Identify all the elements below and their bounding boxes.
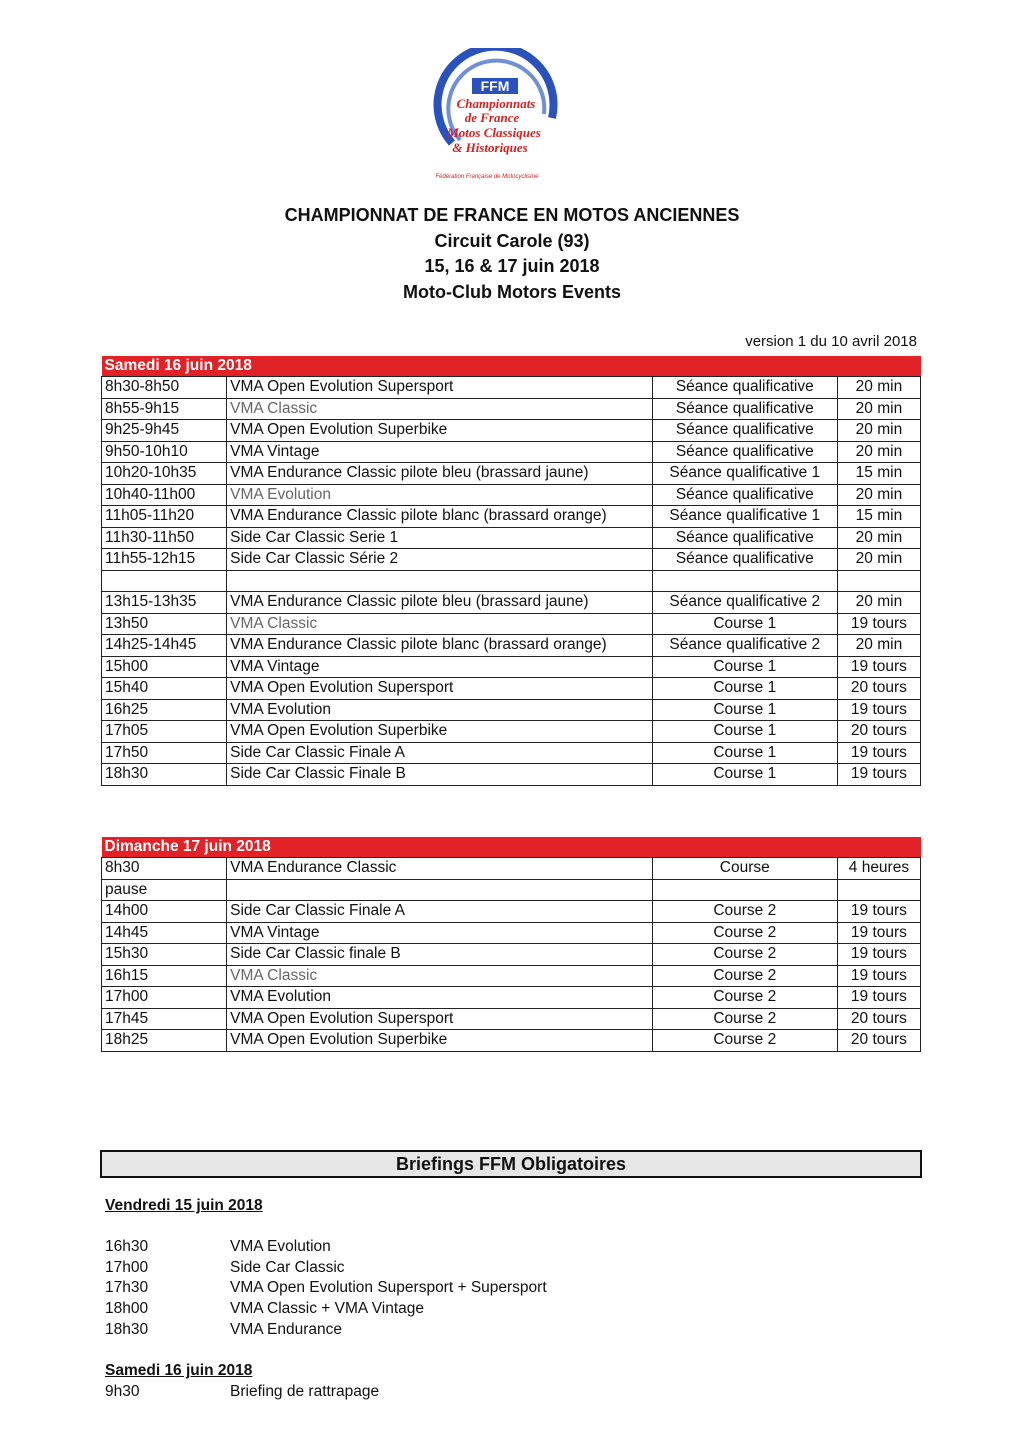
briefing-friday-title: Vendredi 15 juin 2018 [105,1197,263,1214]
duration-cell [837,570,920,592]
svg-text:& Historiques: & Historiques [452,140,528,155]
time-cell: 11h05-11h20 [102,506,227,528]
duration-cell: 19 tours [837,944,920,966]
sunday-day-bar [102,837,921,858]
doc-dates: 15, 16 & 17 juin 2018 [424,256,600,276]
session-type-cell: Course 1 [652,721,837,743]
duration-cell: 20 min [837,377,920,399]
briefing-label: VMA Evolution [230,1238,331,1255]
table-row [102,699,921,721]
time-cell [102,570,227,592]
table-row [102,678,921,700]
time-cell: 8h55-9h15 [102,398,227,420]
time-cell: 9h25-9h45 [102,420,227,442]
briefing-time: 18h00 [105,1300,149,1318]
time-cell: 16h25 [102,699,227,721]
duration-cell: 19 tours [837,922,920,944]
category-cell: VMA Endurance Classic pilote blanc (brassard orange) [227,635,653,657]
table-row [102,965,921,987]
table-row [102,635,921,657]
session-type-cell: Séance qualificative 2 [652,635,837,657]
briefing-row [105,1238,331,1256]
doc-club: Moto-Club Motors Events [403,282,621,302]
duration-cell: 20 min [837,635,920,657]
duration-cell: 19 tours [837,764,920,786]
session-type-cell: Séance qualificative [652,484,837,506]
table-row [102,549,921,571]
table-row [102,398,921,420]
duration-cell: 19 tours [837,742,920,764]
briefing-row [105,1321,342,1339]
version-note: version 1 du 10 avril 2018 [745,333,917,350]
session-type-cell: Séance qualificative [652,549,837,571]
session-type-cell: Course [652,858,837,880]
duration-cell: 20 tours [837,1030,920,1052]
time-cell: 14h00 [102,901,227,923]
category-cell: VMA Open Evolution Supersport [227,678,653,700]
duration-cell: 20 min [837,398,920,420]
doc-title: CHAMPIONNAT DE FRANCE EN MOTOS ANCIENNES [284,205,740,225]
table-row [102,570,921,592]
category-cell: VMA Classic [227,398,653,420]
table-row [102,922,921,944]
duration-cell: 20 min [837,420,920,442]
duration-cell: 19 tours [837,987,920,1009]
category-cell: VMA Open Evolution Superbike [227,420,653,442]
logo-ffm-text: FFM [480,78,510,94]
time-cell: 15h30 [102,944,227,966]
category-cell: VMA Vintage [227,922,653,944]
table-row [102,1030,921,1052]
session-type-cell: Séance qualificative 1 [652,463,837,485]
table-row [102,527,921,549]
table-row [102,441,921,463]
session-type-cell: Course 2 [652,1008,837,1030]
sunday-schedule-table [101,837,921,1052]
saturday-day-bar [102,356,921,377]
session-type-cell: Course 1 [652,678,837,700]
duration-cell: 20 min [837,441,920,463]
table-row [102,879,921,901]
table-row [102,944,921,966]
briefings-title: Briefings FFM Obligatoires [100,1150,922,1178]
doc-circuit: Circuit Carole (93) [434,231,590,251]
session-type-cell [652,570,837,592]
session-type-cell: Course 1 [652,656,837,678]
category-cell: VMA Evolution [227,484,653,506]
table-row [102,1008,921,1030]
time-cell: pause [102,879,227,901]
time-cell: 17h05 [102,721,227,743]
time-cell: 18h25 [102,1030,227,1052]
table-row [102,987,921,1009]
table-row [102,764,921,786]
duration-cell: 19 tours [837,613,920,635]
time-cell: 17h50 [102,742,227,764]
table-row [102,858,921,880]
duration-cell: 15 min [837,506,920,528]
time-cell: 9h50-10h10 [102,441,227,463]
category-cell: VMA Endurance Classic pilote bleu (brassard jaune) [227,463,653,485]
category-cell [227,570,653,592]
category-cell: Side Car Classic finale B [227,944,653,966]
category-cell: Side Car Classic Finale B [227,764,653,786]
ffm-logo [412,48,562,186]
category-cell: Side Car Classic Finale A [227,742,653,764]
svg-text:Fédération Française de Motocy: Fédération Française de Motocyclisme [435,174,539,180]
category-cell: VMA Endurance Classic [227,858,653,880]
svg-text:de France: de France [464,110,520,125]
duration-cell [837,879,920,901]
time-cell: 16h15 [102,965,227,987]
time-cell: 10h40-11h00 [102,484,227,506]
table-row [102,656,921,678]
time-cell: 8h30-8h50 [102,377,227,399]
category-cell: Side Car Classic Finale A [227,901,653,923]
time-cell: 15h40 [102,678,227,700]
briefing-label: VMA Endurance [230,1320,343,1338]
table-row [102,613,921,635]
duration-cell: 20 min [837,549,920,571]
duration-cell: 19 tours [837,965,920,987]
briefing-label: VMA Open Evolution Supersport + Supersport [230,1279,547,1297]
table-row [102,742,921,764]
category-cell: VMA Evolution [227,987,653,1009]
sunday-title: Dimanche 17 juin 2018 [102,837,921,858]
table-row [102,721,921,743]
duration-cell: 20 min [837,592,920,614]
session-type-cell: Course 2 [652,901,837,923]
category-cell: VMA Endurance Classic pilote bleu (brassard jaune) [227,592,653,614]
category-cell: VMA Vintage [227,441,653,463]
time-cell: 10h20-10h35 [102,463,227,485]
category-cell: Side Car Classic Série 2 [227,549,653,571]
session-type-cell: Course 1 [652,699,837,721]
briefing-time: 17h00 [105,1258,149,1276]
duration-cell: 20 min [837,527,920,549]
duration-cell: 15 min [837,463,920,485]
duration-cell: 20 min [837,484,920,506]
duration-cell: 4 heures [837,858,920,880]
svg-text:Championnats: Championnats [456,96,536,111]
table-row [102,484,921,506]
saturday-title: Samedi 16 juin 2018 [102,356,921,377]
session-type-cell: Course 1 [652,613,837,635]
time-cell: 11h30-11h50 [102,527,227,549]
table-row [102,377,921,399]
category-cell: VMA Vintage [227,656,653,678]
category-cell: VMA Classic [227,613,653,635]
table-row [102,592,921,614]
table-row [102,420,921,442]
briefing-row [105,1279,547,1297]
time-cell: 13h50 [102,613,227,635]
session-type-cell: Séance qualificative 1 [652,506,837,528]
time-cell: 18h30 [102,764,227,786]
svg-text:Motos Classiques: Motos Classiques [447,125,541,140]
briefing-time: 17h30 [105,1279,149,1297]
time-cell: 8h30 [102,858,227,880]
category-cell: VMA Open Evolution Superbike [227,1030,653,1052]
category-cell: Side Car Classic Serie 1 [227,527,653,549]
session-type-cell: Course 2 [652,987,837,1009]
briefing-time: 16h30 [105,1238,149,1255]
time-cell: 17h45 [102,1008,227,1030]
duration-cell: 19 tours [837,901,920,923]
session-type-cell: Séance qualificative [652,377,837,399]
category-cell: VMA Open Evolution Superbike [227,721,653,743]
briefing-row [105,1259,345,1277]
briefing-saturday-title: Samedi 16 juin 2018 [105,1362,253,1379]
session-type-cell: Séance qualificative [652,527,837,549]
session-type-cell: Séance qualificative [652,441,837,463]
session-type-cell: Course 2 [652,965,837,987]
category-cell: VMA Endurance Classic pilote blanc (brassard orange) [227,506,653,528]
duration-cell: 19 tours [837,656,920,678]
time-cell: 11h55-12h15 [102,549,227,571]
duration-cell: 20 tours [837,1008,920,1030]
table-row [102,901,921,923]
briefing-label: Side Car Classic [230,1258,345,1276]
category-cell: VMA Open Evolution Supersport [227,377,653,399]
time-cell: 15h00 [102,656,227,678]
session-type-cell: Course 2 [652,922,837,944]
session-type-cell: Course 2 [652,944,837,966]
duration-cell: 20 tours [837,721,920,743]
category-cell: VMA Classic [227,965,653,987]
briefing-label: VMA Classic + VMA Vintage [230,1300,424,1318]
table-row [102,506,921,528]
time-cell: 14h45 [102,922,227,944]
session-type-cell: Course 2 [652,1030,837,1052]
saturday-schedule-table [101,356,921,786]
table-row [102,463,921,485]
briefing-time: 18h30 [105,1320,149,1338]
session-type-cell: Course 1 [652,742,837,764]
session-type-cell: Séance qualificative [652,398,837,420]
category-cell: VMA Open Evolution Supersport [227,1008,653,1030]
session-type-cell: Course 1 [652,764,837,786]
time-cell: 13h15-13h35 [102,592,227,614]
briefing-label: Briefing de rattrapage [230,1383,380,1400]
time-cell: 17h00 [102,987,227,1009]
category-cell: VMA Evolution [227,699,653,721]
session-type-cell: Séance qualificative 2 [652,592,837,614]
duration-cell: 19 tours [837,699,920,721]
briefing-row [105,1383,379,1401]
briefing-row [105,1300,424,1318]
session-type-cell [652,879,837,901]
duration-cell: 20 tours [837,678,920,700]
briefing-time: 9h30 [105,1383,140,1400]
category-cell [227,879,653,901]
time-cell: 14h25-14h45 [102,635,227,657]
session-type-cell: Séance qualificative [652,420,837,442]
